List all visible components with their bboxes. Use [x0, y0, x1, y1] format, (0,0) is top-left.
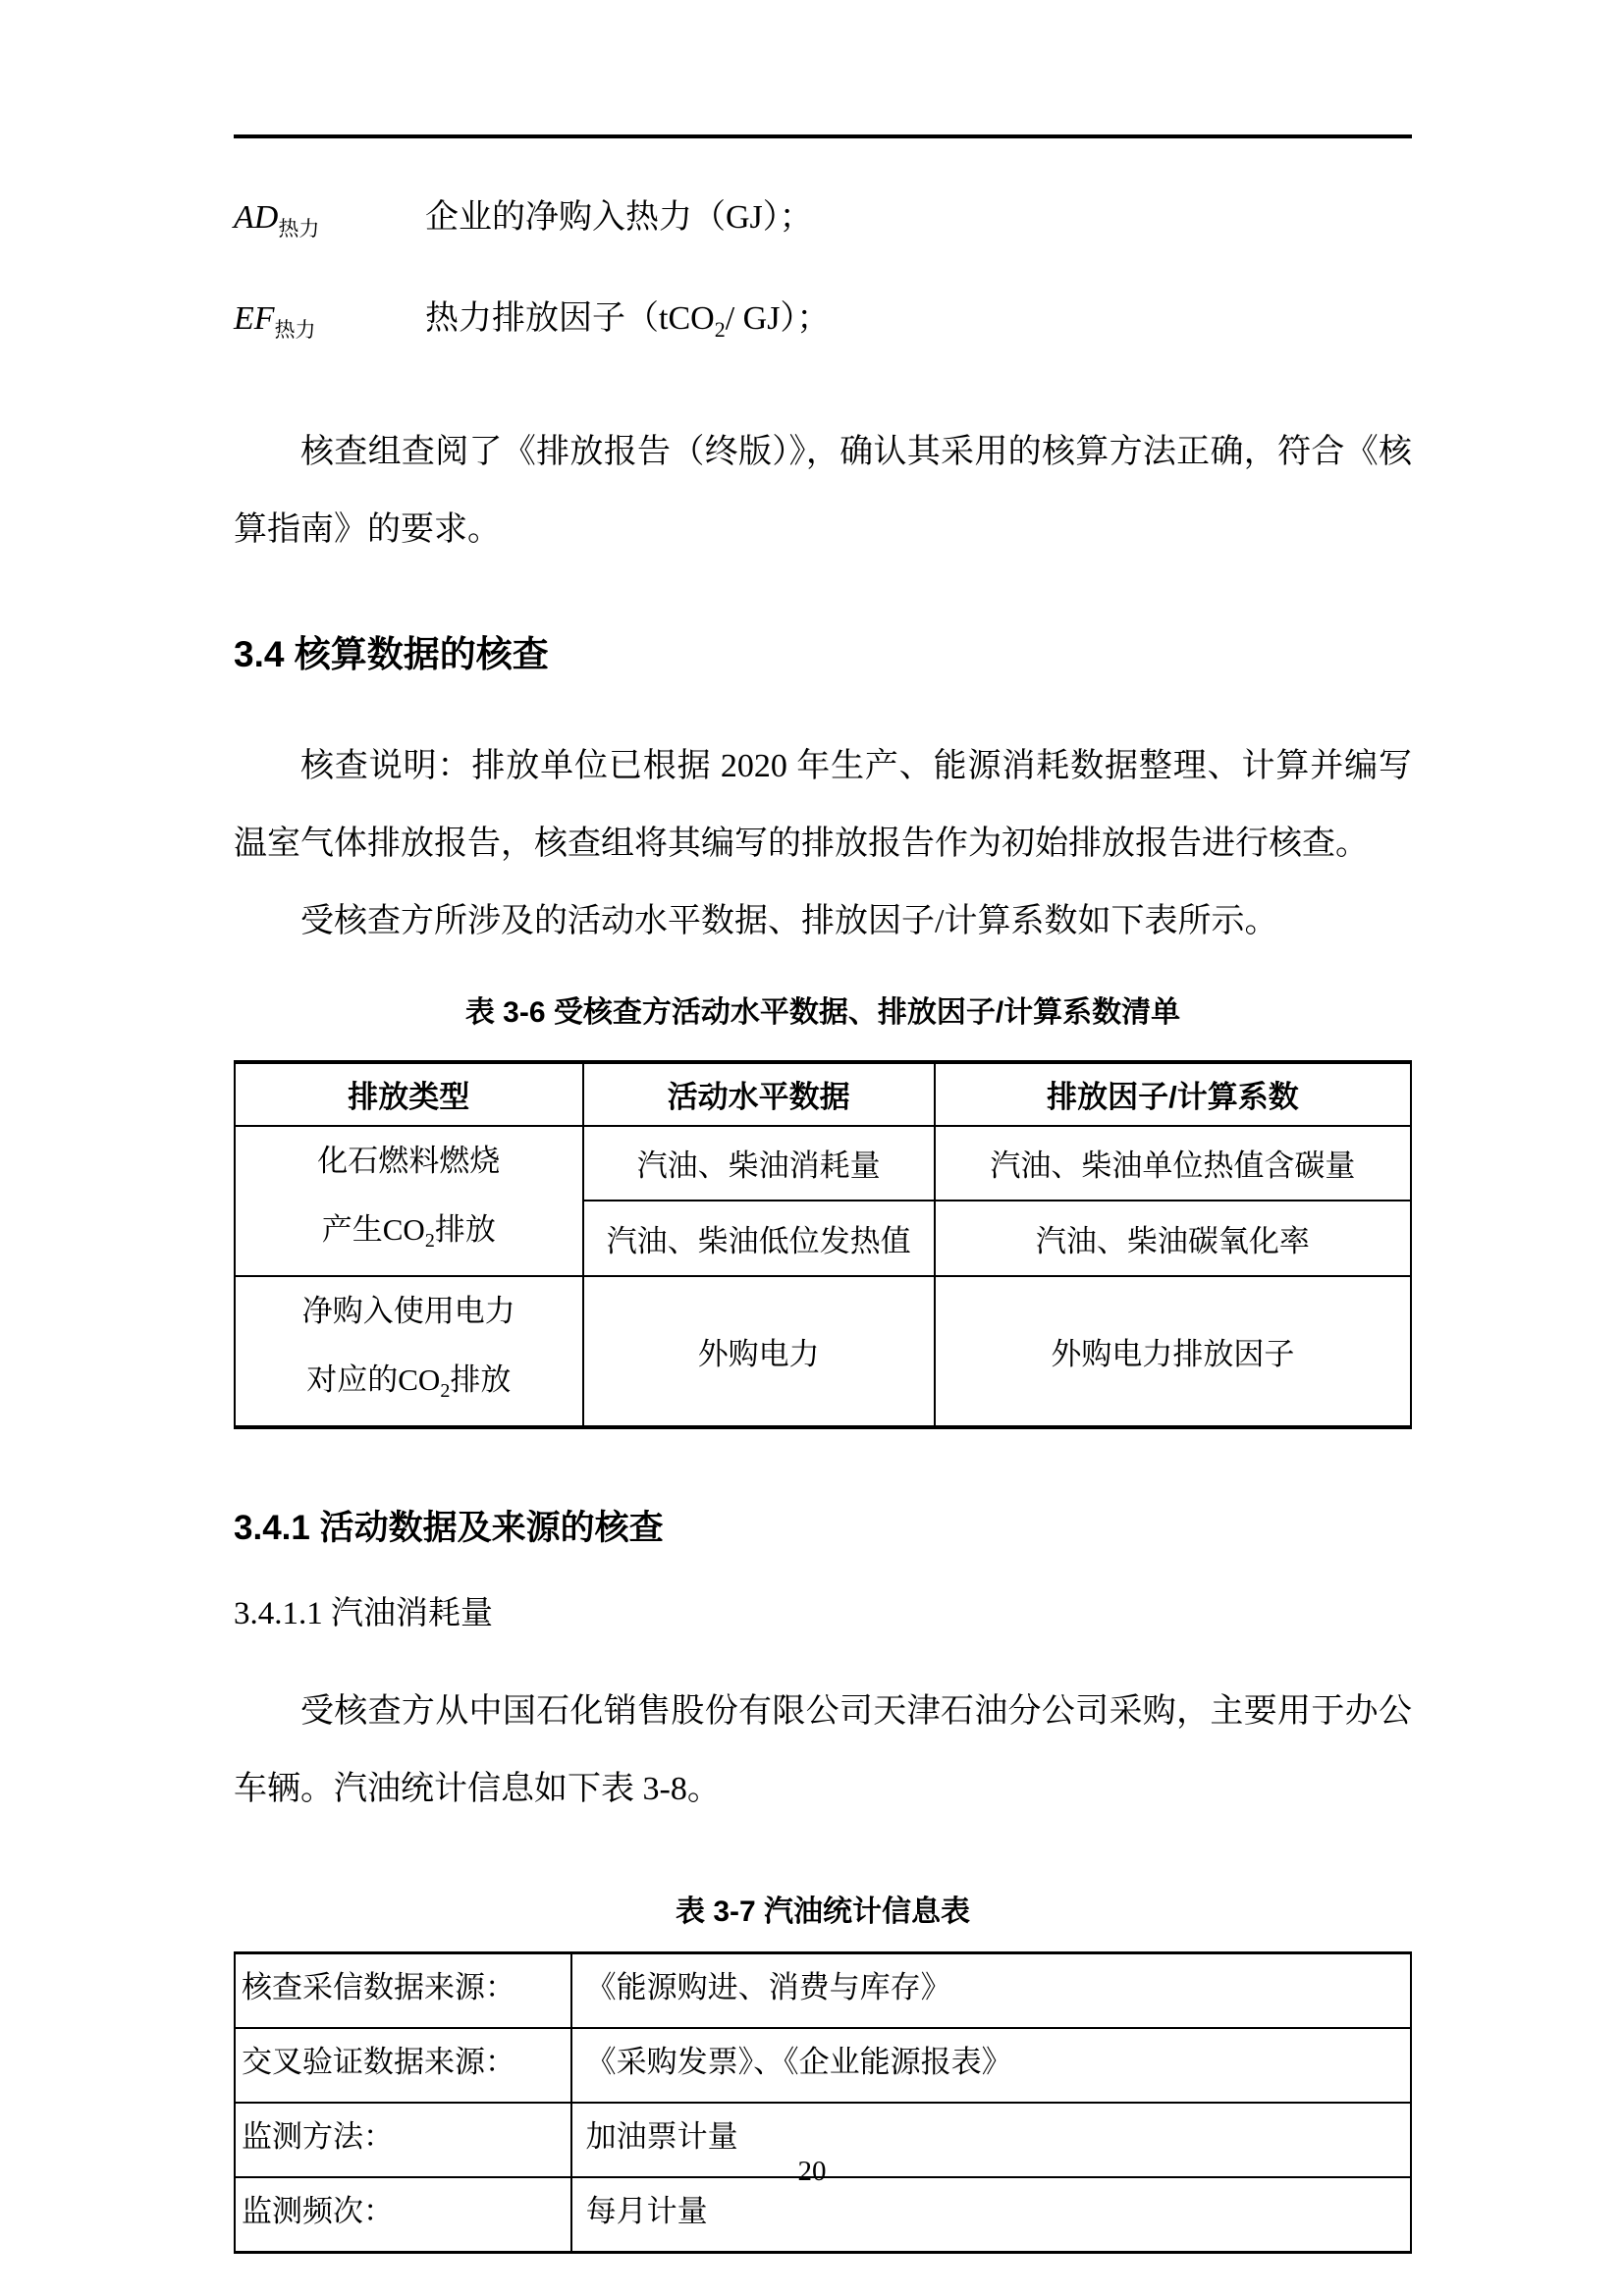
table-3-6-caption: 表 3-6 受核查方活动水平数据、排放因子/计算系数清单 [464, 995, 1181, 1029]
cell-monitoring-frequency-value: 每月计量 [571, 2177, 1411, 2253]
symbol-text: EF [234, 299, 275, 337]
table-row [235, 1952, 1411, 2028]
cell-purchased-power: 外购电力 [583, 1276, 935, 1427]
definition-description-ef: 热力排放因子（tCO$_2$/ GJ）； [425, 299, 831, 342]
definition-symbol-ef [234, 296, 425, 352]
table-3-6 [234, 1060, 1412, 1429]
cell-purchased-power-type: 净购入使用电力 对应的$CO_2$排放 [235, 1276, 583, 1427]
table-row [235, 1126, 1411, 1201]
cell-accepted-data-source-value: 《能源购进、消费与库存》 [571, 1952, 1411, 2028]
cell-monitoring-method-value: 加油票计量 [571, 2103, 1411, 2177]
cell-fuel-consumption: 汽油、柴油消耗量 [583, 1126, 935, 1201]
paragraph-verification-review: 核查组查阅了《排放报告（终版）》，确认其采用的核算方法正确，符合《核算指南》的要求。 [234, 433, 1412, 548]
table-3-7-caption: 表 3-7 汽油统计信息表 [675, 1895, 971, 1928]
column-header-emission-type: 排放类型 [235, 1062, 583, 1126]
cell-monitoring-frequency-label: 监测频次： [235, 2177, 571, 2253]
definition-row-ad [234, 195, 1412, 251]
table-3-7 [234, 1951, 1412, 2254]
paragraph-verification-note: 核查说明：排放单位已根据 2020 年生产、能源消耗数据整理、计算并编写温室气体排放报告，核查组将其编写的排放报告作为初始排放报告进行核查。 [234, 747, 1412, 862]
definition-description-ad: 企业的净购入热力（GJ）； [425, 199, 813, 236]
table-row [235, 1062, 1411, 1126]
cell-monitoring-method-label: 监测方法： [235, 2103, 571, 2177]
cell-fuel-oxidation-rate: 汽油、柴油碳氧化率 [935, 1201, 1411, 1276]
paragraph-data-involved: 受核查方所涉及的活动水平数据、排放因子/计算系数如下表所示。 [300, 902, 1278, 939]
table-row [235, 2028, 1411, 2103]
definition-symbol-ad [234, 195, 425, 251]
section-heading-3-4-1-1: 3.4.1.1 汽油消耗量 [234, 1595, 493, 1631]
column-header-activity-data: 活动水平数据 [583, 1062, 935, 1126]
symbol-subscript: 热力 [274, 317, 316, 342]
paragraph-gasoline-purchase: 受核查方从中国石化销售股份有限公司天津石油分公司采购，主要用于办公车辆。汽油统计信息如下表 3-8。 [234, 1692, 1412, 1807]
cell-accepted-data-source-label: 核查采信数据来源： [235, 1952, 571, 2028]
cell-power-emission-factor: 外购电力排放因子 [935, 1276, 1411, 1427]
symbol-subscript: 热力 [278, 216, 320, 240]
page-number: 20 [797, 2156, 827, 2187]
cell-fuel-carbon-content: 汽油、柴油单位热值含碳量 [935, 1126, 1411, 1201]
cell-fossil-fuel-type: 化石燃料燃烧 产生$CO_2$排放 [235, 1126, 583, 1276]
section-heading-3-4-1: 3.4.1 活动数据及来源的核查 [234, 1508, 664, 1547]
page-content [234, 0, 1412, 2254]
header-rule [234, 134, 1412, 138]
symbol-text: AD [234, 199, 279, 236]
cell-cross-check-source-value: 《采购发票》、《企业能源报表》 [571, 2028, 1411, 2103]
cell-cross-check-source-label: 交叉验证数据来源： [235, 2028, 571, 2103]
table-row [235, 2177, 1411, 2253]
column-header-emission-factor: 排放因子/计算系数 [935, 1062, 1411, 1126]
table-row [235, 1276, 1411, 1427]
section-heading-3-4: 3.4 核算数据的核查 [234, 633, 549, 674]
cell-fuel-heating-value: 汽油、柴油低位发热值 [583, 1201, 935, 1276]
definition-row-ef [234, 296, 1412, 352]
